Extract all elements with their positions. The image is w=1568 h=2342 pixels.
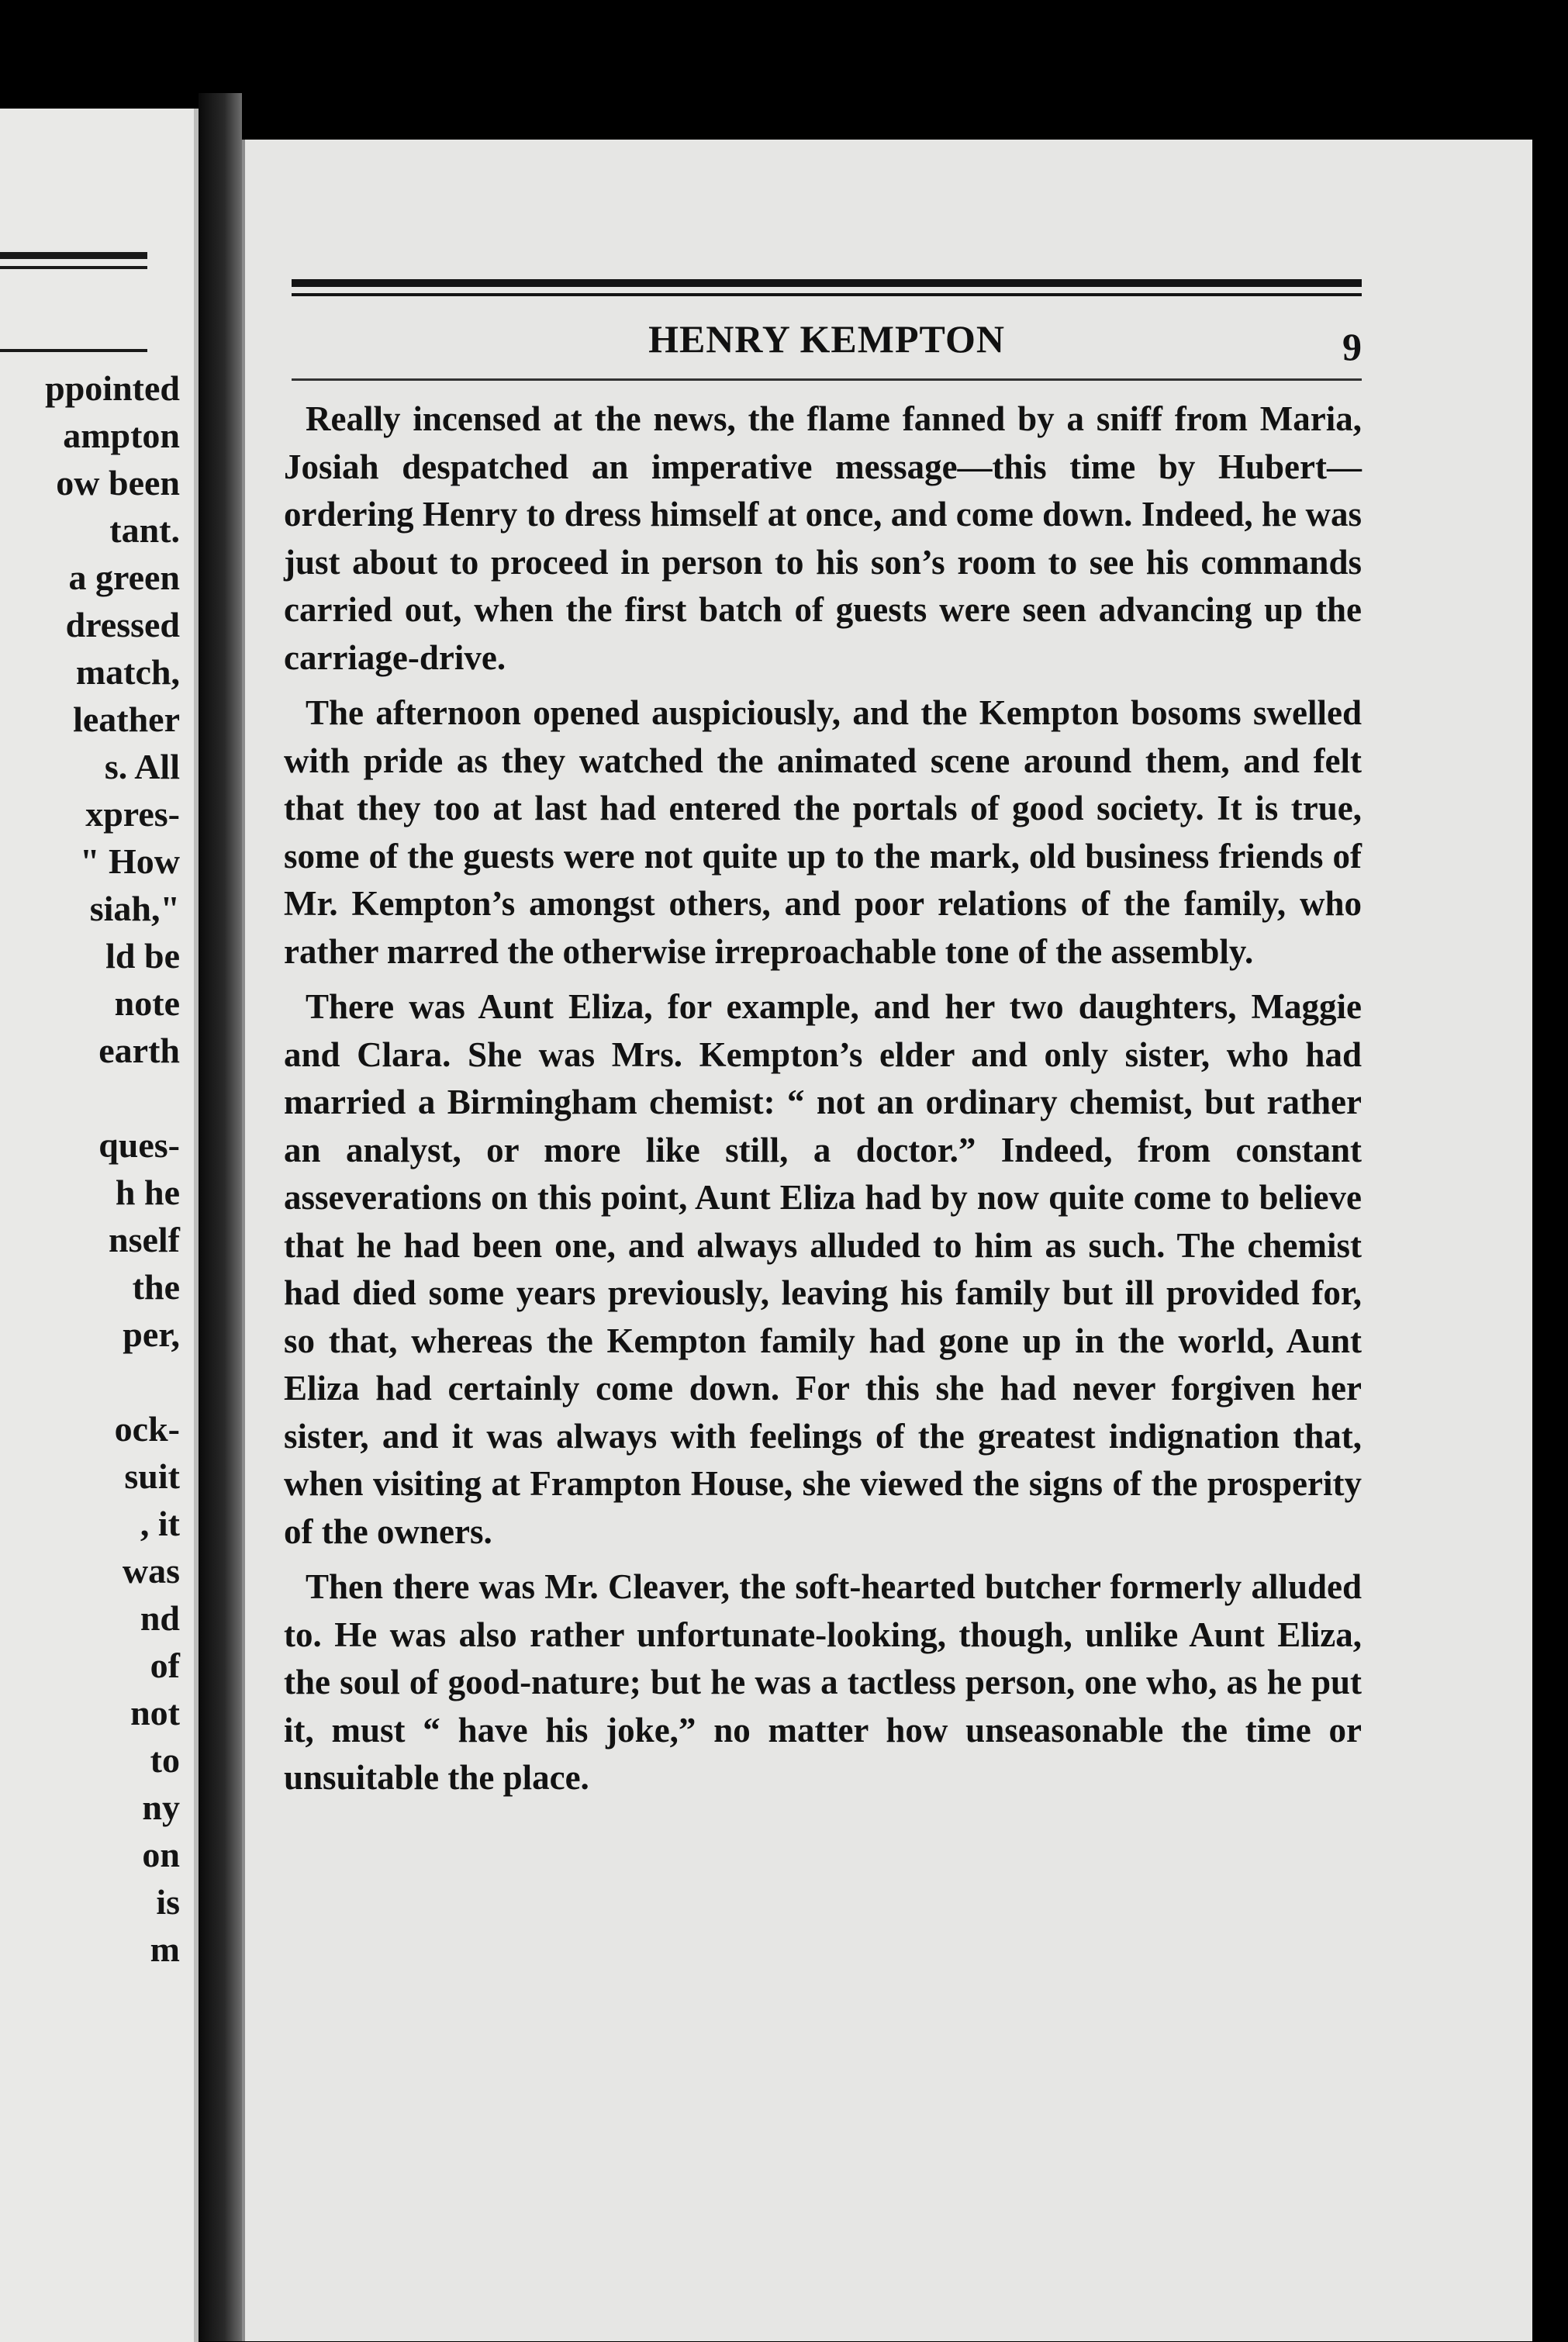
paragraph: Really incensed at the news, the flame fanned by a sniff from Maria, Josiah despatched an imperative message—this time by Hubert—ordering Henry to dress himself at once, and come down. Indeed, he was just about to proceed in person to his son’s room to see his commands carried out, when the first batch of guests were seen advancing up the carriage-drive. xyxy=(284,399,1362,677)
facing-page-line: ow been xyxy=(56,463,180,503)
facing-page-line: to xyxy=(150,1740,180,1780)
book-gutter xyxy=(199,93,242,2341)
facing-page-line: is xyxy=(156,1882,180,1922)
facing-page-line: m xyxy=(150,1929,180,1969)
facing-page-line: on xyxy=(142,1835,180,1874)
book-page xyxy=(242,140,1532,2341)
facing-page-line: ques- xyxy=(98,1125,180,1165)
paragraph: There was Aunt Eliza, for example, and her two daughters, Maggie and Clara. She was Mrs. Kempton’s elder and only sister, who had married a Birmingham chemist: “ not an ordinary chemist, but rather an analyst, or more like still, a doctor.” Indeed, from constant asseverations on this point, Aunt Eliza had by now quite come to believe that he had been one, and always alluded to him as such. The chemist had died some years previously, leaving his family but ill provided for, so that, whereas the Kempton family had gone up in the world, Aunt Eliza had certainly come down. For this she had never forgiven her sister, and it was always with feelings of the greatest indignation that, when visiting at Frampton House, she viewed the signs of the prosperity of the owners. xyxy=(284,987,1362,1551)
paragraph: The afternoon opened auspiciously, and the Kempton bosoms swelled with pride as they watched the animated scene around them, and felt that they too at last had entered the portals of good society. It is true, some of the guests were not quite up to the mark, old business friends of Mr. Kempton’s amongst others, and poor relations of the family, who rather marred the otherwise irreproachable tone of the assembly. xyxy=(284,693,1362,971)
facing-page-line: ld be xyxy=(105,936,180,976)
facing-head-rule-under xyxy=(0,349,147,352)
facing-page-line: nd xyxy=(140,1598,180,1638)
running-title: HENRY KEMPTON xyxy=(648,317,1005,361)
facing-page-line: per, xyxy=(123,1314,180,1354)
running-head-rule-thick xyxy=(292,279,1362,287)
facing-page-line: ampton xyxy=(63,416,180,455)
facing-page-line: dressed xyxy=(65,605,180,644)
running-head-rule-thin xyxy=(292,293,1362,296)
facing-page-line: ppointed xyxy=(45,368,180,408)
facing-head-rule-thick xyxy=(0,252,147,259)
facing-head-rule-thin xyxy=(0,266,147,269)
facing-page-line: of xyxy=(150,1646,180,1685)
facing-page-line: leather xyxy=(73,699,180,739)
facing-page-text xyxy=(45,364,180,1973)
facing-page-line: s. All xyxy=(104,747,180,786)
facing-page-line: , it xyxy=(140,1504,180,1543)
facing-page-line: h he xyxy=(115,1173,180,1212)
facing-page-line: " How xyxy=(79,841,180,881)
running-head xyxy=(292,316,1362,371)
facing-page-line: siah," xyxy=(89,889,180,928)
facing-page-line: ny xyxy=(142,1788,180,1827)
facing-page-line: note xyxy=(114,983,180,1023)
facing-page-line: ock- xyxy=(114,1409,180,1449)
body-text xyxy=(284,396,1362,1810)
facing-page-line: earth xyxy=(98,1031,180,1070)
facing-page-line: suit xyxy=(124,1456,180,1496)
running-head-underline xyxy=(292,378,1362,381)
facing-page-line: a green xyxy=(68,558,180,597)
facing-page-line xyxy=(45,1358,180,1405)
page-number: 9 xyxy=(1342,325,1362,368)
facing-page-line: not xyxy=(130,1693,180,1732)
facing-page-line: was xyxy=(122,1551,180,1591)
facing-page-line: match, xyxy=(75,652,180,692)
paragraph: Then there was Mr. Cleaver, the soft-hearted butcher formerly alluded to. He was also rather unfortunate-looking, though, unlike Aunt Eliza, the soul of good-nature; but he was a tactless person, one who, as he put it, must “ have his joke,” no matter how unseasonable the time or unsuitable the place. xyxy=(284,1567,1362,1797)
facing-page-line: xpres- xyxy=(85,794,180,834)
facing-page-line: nself xyxy=(109,1220,180,1259)
facing-page-line xyxy=(45,1074,180,1121)
facing-page-line: the xyxy=(132,1267,180,1307)
facing-page xyxy=(0,109,199,2342)
facing-page-line: tant. xyxy=(109,510,180,550)
